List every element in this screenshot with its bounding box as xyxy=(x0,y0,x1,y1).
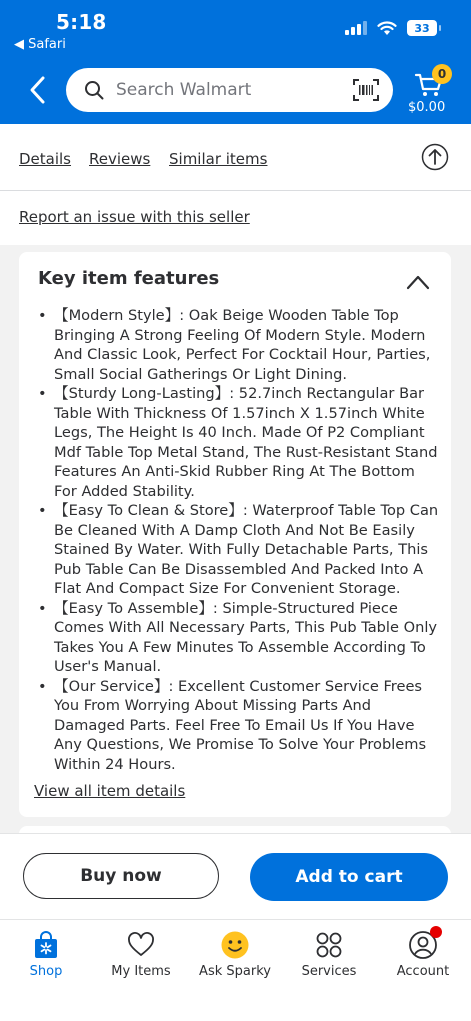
purchase-actions xyxy=(0,833,471,920)
list-item: • 【Easy To Clean & Store】: Waterproof Table Top Can Be Cleaned With A Damp Cloth And Not Be Easily Stained By Water. With Fully Detachable Parts, This Pub Table Can Be Disassembled And Packed Into A Flat And Compact Size For Convenient Storage. xyxy=(34,501,439,599)
nav-services-label: Services xyxy=(301,964,357,979)
battery-icon: 33 xyxy=(407,20,437,36)
tab-reviews[interactable]: Reviews xyxy=(89,150,151,168)
nav-my-items-label: My Items xyxy=(111,964,171,979)
list-item: • 【Sturdy Long-Lasting】: 52.7inch Rectangular Bar Table With Thickness Of 1.57inch X 1.57inch White Legs, The Height Is 40 Inch. Made Of P2 Compliant Mdf Table Top Metal Stand, The Rust-Resistant Stand Features An Anti-Skid Rubber Ring At The Bottom For Added Stability. xyxy=(34,384,439,501)
nav-shop-label: Shop xyxy=(29,964,63,979)
nav-services[interactable] xyxy=(284,930,374,979)
list-item: • 【Our Service】: Excellent Customer Service Frees You From Worrying About Missing Parts And Damaged Parts. Feel Free To Email Us If You Have Any Questions, We Promise To Solve Your Problems Within 24 Hours. xyxy=(34,677,439,775)
spark-bag-icon xyxy=(31,930,61,960)
heart-icon xyxy=(126,930,156,960)
nav-shop[interactable] xyxy=(1,930,91,979)
cart-total: $0.00 xyxy=(408,100,446,115)
wifi-icon xyxy=(377,21,397,36)
tab-details[interactable]: Details xyxy=(19,150,72,168)
scroll-to-top-icon[interactable] xyxy=(421,143,449,171)
report-issue-link[interactable]: Report an issue with this seller xyxy=(19,208,250,226)
search-icon xyxy=(84,80,104,100)
cellular-signal-icon xyxy=(345,21,367,35)
nav-ask-sparky[interactable] xyxy=(190,930,280,979)
back-chevron-icon[interactable] xyxy=(24,74,52,106)
status-time: 5:18 xyxy=(56,10,107,34)
app-header xyxy=(0,0,471,124)
cart-button[interactable] xyxy=(406,64,452,116)
notification-dot xyxy=(430,926,442,938)
add-to-cart-button[interactable]: Add to cart xyxy=(250,853,448,901)
tab-similar-items[interactable]: Similar items xyxy=(169,150,268,168)
buy-now-button[interactable]: Buy now xyxy=(23,853,219,899)
search-bar[interactable] xyxy=(66,68,393,112)
key-features-title: Key item features xyxy=(38,268,220,289)
barcode-scan-icon[interactable] xyxy=(353,79,379,101)
features-list xyxy=(34,306,439,774)
nav-account[interactable] xyxy=(378,930,468,979)
view-all-details-link[interactable]: View all item details xyxy=(34,782,186,800)
bottom-nav xyxy=(0,919,471,1021)
list-item: • 【Modern Style】: Oak Beige Wooden Table Top Bringing A Strong Feeling Of Modern Style. Modern And Classic Look, Perfect For Cocktail Hour, Parties, Small Social Gatherings Or Light Dining. xyxy=(34,306,439,384)
nav-ask-sparky-label: Ask Sparky xyxy=(199,964,271,979)
section-tabs xyxy=(0,124,471,191)
nav-my-items[interactable] xyxy=(96,930,186,979)
sparky-face-icon xyxy=(220,930,250,960)
report-section xyxy=(0,191,471,245)
status-indicators xyxy=(345,20,437,36)
back-to-safari-link[interactable]: ◀ Safari xyxy=(14,37,66,52)
cart-count-badge: 0 xyxy=(432,64,452,84)
key-features-card xyxy=(19,252,451,817)
nav-account-label: Account xyxy=(396,964,450,979)
services-grid-icon xyxy=(314,930,344,960)
chevron-up-icon[interactable] xyxy=(406,274,430,290)
list-item: • 【Easy To Assemble】: Simple-Structured Piece Comes With All Necessary Parts, This Pub Table Only Takes You A Few Minutes To Assemble According To User's Manual. xyxy=(34,599,439,677)
search-input[interactable]: Search Walmart xyxy=(116,80,252,100)
